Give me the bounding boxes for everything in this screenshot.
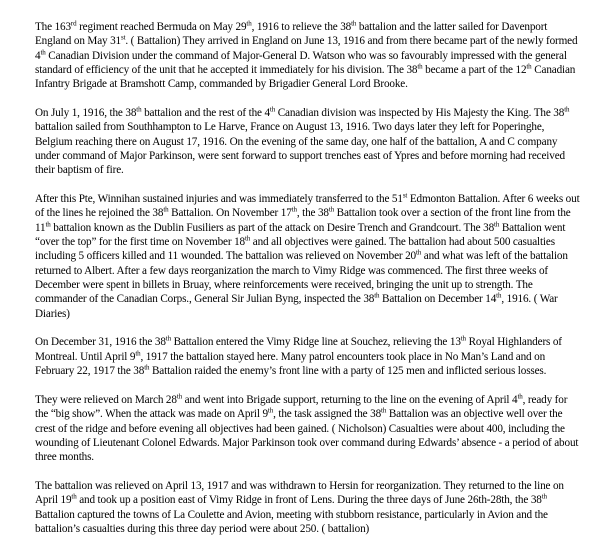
text-run: . ( Battalion) They arrived in England on June 13, 1916 and from there became part of the newly formed 4 bbox=[35, 35, 578, 62]
ordinal-suffix: th bbox=[460, 334, 466, 343]
ordinal-suffix: th bbox=[496, 291, 502, 300]
ordinal-suffix: th bbox=[71, 492, 77, 501]
ordinal-suffix: th bbox=[517, 392, 523, 401]
text-run: Canadian Infantry Brigade at Bramshott Camp, commanded by Brigadier General Lord Brooke. bbox=[35, 63, 576, 91]
text-run: Battalion on December 14 bbox=[379, 293, 497, 306]
ordinal-suffix: st bbox=[121, 33, 126, 42]
text-run: Edmonton Battalion. After 6 weeks out of the lines he rejoined the 38 bbox=[35, 193, 580, 220]
ordinal-suffix: th bbox=[246, 19, 252, 28]
text-run: Battalion took over a section of the front line from the 11 bbox=[35, 207, 571, 234]
paragraph-bermuda-to-england bbox=[35, 20, 580, 91]
text-run: On December 31, 1916 the 38 bbox=[35, 336, 166, 349]
text-run: , 1916. ( War Diaries) bbox=[35, 293, 558, 320]
ordinal-suffix: th bbox=[564, 105, 570, 114]
text-run: On July 1, 1916, the 38 bbox=[35, 107, 137, 120]
ordinal-suffix: th bbox=[165, 334, 171, 343]
document-page bbox=[35, 20, 580, 551]
text-run: Battalion entered the Vimy Ridge line at Souchez, relieving the 13 bbox=[170, 336, 461, 349]
ordinal-suffix: th bbox=[291, 205, 297, 214]
ordinal-suffix: rd bbox=[70, 19, 77, 28]
text-run: Battalion went “over the top” for the first time on November 18 bbox=[35, 221, 566, 249]
ordinal-suffix: th bbox=[541, 492, 547, 501]
text-run: , the task assigned the 38 bbox=[273, 408, 382, 421]
ordinal-suffix: th bbox=[526, 62, 532, 71]
text-run: Canadian Division under the command of Major-General D. Watson who was so favourably impressed with the general standard of efficiency of the unit that he accepted it immediately for his division. The 38 bbox=[35, 49, 567, 76]
paragraph-edmonton-transfer bbox=[35, 192, 580, 321]
text-run: regiment reached Bermuda on May 29 bbox=[76, 21, 247, 33]
ordinal-suffix: th bbox=[135, 348, 141, 357]
text-run: battalion and the latter sailed for Davenport England on May 31 bbox=[35, 21, 548, 48]
ordinal-suffix: th bbox=[416, 248, 422, 257]
ordinal-suffix: th bbox=[351, 19, 357, 28]
text-run: Royal Highlanders of Montreal. Until April 9 bbox=[35, 336, 562, 363]
ordinal-suffix: th bbox=[374, 291, 380, 300]
ordinal-suffix: th bbox=[176, 392, 182, 401]
ordinal-suffix: th bbox=[40, 47, 46, 56]
ordinal-suffix: th bbox=[269, 105, 276, 114]
text-run: , the 38 bbox=[296, 207, 329, 220]
text-run: Battalion raided the enemy’s front line with a party of 125 men and inflicted serious losses. bbox=[149, 365, 547, 378]
text-run: They were relieved on March 28 bbox=[35, 393, 177, 406]
paragraph-big-show bbox=[35, 393, 580, 464]
ordinal-suffix: th bbox=[267, 406, 274, 415]
ordinal-suffix: th bbox=[136, 105, 142, 114]
text-run: Battalion was an objective well over the crest of the ridge and before evening all objectives had been gained. ( Nicholson) Casualties were about 400, including the wounding of Lieutenant Colonel Edwards. Major Parkinson took over command during Edwards’ absence - a period of about three months. bbox=[35, 408, 579, 464]
text-run: , 1916 to relieve the 38 bbox=[251, 21, 352, 33]
ordinal-suffix: th bbox=[163, 205, 169, 214]
text-run: and all objectives were gained. The battalion had about 500 casualties including 5 officers killed and 11 wounded. The battalion was relieved on November 20 bbox=[35, 236, 555, 263]
text-run: Canadian division was inspected by His Majesty the King. The 38 bbox=[275, 107, 565, 120]
ordinal-suffix: st bbox=[402, 191, 408, 200]
text-run: The battalion was relieved on April 13, 1917 and was withdrawn to Hersin for reorganization. They returned to the line on April 19 bbox=[35, 479, 564, 507]
ordinal-suffix: th bbox=[494, 220, 500, 229]
text-run: , 1917 the battalion stayed here. Many patrol encounters took place in No Man’s Land and on February 22, 1917 the 38 bbox=[35, 350, 546, 378]
paragraph-hersin-lens bbox=[35, 479, 580, 536]
text-run: and went into Brigade support, returning to the line on the evening of April 4 bbox=[181, 393, 518, 406]
text-run: and took up a position east of Vimy Ridge in front of Lens. During the three days of June 26th-28th, the 38 bbox=[76, 494, 542, 507]
paragraph-july-1916-inspection bbox=[35, 106, 580, 177]
text-run: battalion sailed from Southhampton to Le Harve, France on August 13, 1916. Two days later they left for Poperinghe, Belgium reaching there on August 17, 1916. On the evening of the same day, one half of the battalion, A and C company under command of Major Parkinson, were sent forward to support trenches east of Ypres and before morning had received their baptism of fire. bbox=[35, 121, 565, 177]
text-run: Battalion. On November 17 bbox=[168, 207, 292, 220]
text-run: Battalion captured the towns of La Coulette and Avion, meeting with stubborn resistance, particularly in Avion and the battalion’s casualties during this three day period were about 250. ( battalion) bbox=[35, 508, 548, 535]
ordinal-suffix: th bbox=[144, 363, 150, 372]
text-run: and what was left of the battalion returned to Albert. After a few days reorganization the march to Vimy Ridge was commenced. The first three weeks of December were spent in billets in Bruay, where reinforcements were received, bringing the unit up to strength. The commander of the Canadian Corps., General Sir Julian Byng, inspected the 38 bbox=[35, 250, 568, 306]
paragraph-vimy-ridge-line bbox=[35, 335, 580, 378]
ordinal-suffix: th bbox=[381, 406, 387, 415]
text-run: After this Pte, Winnihan sustained injuries and was immediately transferred to the 51 bbox=[35, 193, 403, 206]
ordinal-suffix: th bbox=[45, 220, 51, 229]
ordinal-suffix: th bbox=[328, 205, 335, 214]
text-run: , ready for the “big show”. When the attack was made on April 9 bbox=[35, 393, 568, 421]
ordinal-suffix: th bbox=[244, 234, 251, 243]
ordinal-suffix: th bbox=[417, 62, 423, 71]
text-run: battalion known as the Dublin Fusiliers as part of the attack on Desire Trench and Grandcourt. The 38 bbox=[50, 221, 495, 234]
text-run: battalion and the rest of the 4 bbox=[141, 107, 270, 120]
text-run: became a part of the 12 bbox=[422, 63, 527, 76]
text-run: The 163 bbox=[35, 21, 71, 33]
